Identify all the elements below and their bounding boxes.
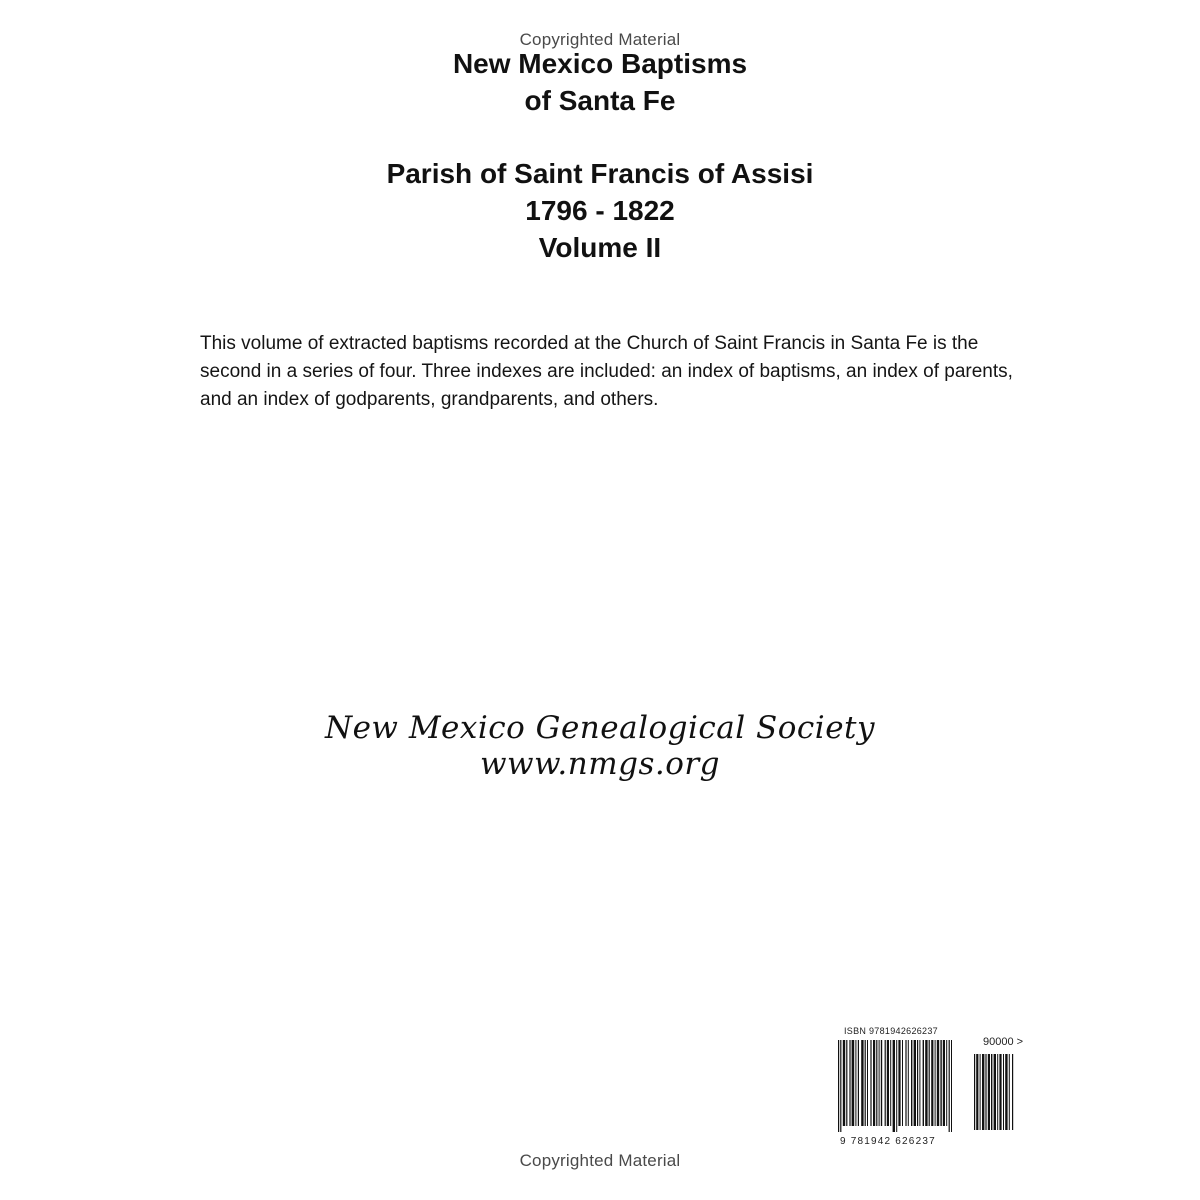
barcode-digits: 9 781942 626237 bbox=[840, 1136, 936, 1147]
title-line-3: Parish of Saint Francis of Assisi bbox=[386, 158, 814, 189]
book-title bbox=[0, 45, 1200, 119]
barcode bbox=[838, 1024, 1048, 1156]
title-line-2: of Santa Fe bbox=[524, 85, 676, 116]
isbn-label: ISBN 9781942626237 bbox=[844, 1026, 938, 1036]
title-line-5: Volume II bbox=[538, 232, 662, 263]
watermark-top: Copyrighted Material bbox=[519, 30, 681, 49]
price-code: 90000 > bbox=[983, 1036, 1024, 1048]
title-line-4: 1796 - 1822 bbox=[525, 195, 675, 226]
publisher-website: www.nmgs.org bbox=[479, 746, 721, 782]
book-subtitle bbox=[0, 155, 1200, 266]
barcode-main-icon bbox=[838, 1040, 968, 1136]
publisher-name: New Mexico Genealogical Society bbox=[324, 710, 876, 746]
watermark-bottom: Copyrighted Material bbox=[519, 1151, 681, 1170]
description-paragraph: This volume of extracted baptisms recorded at the Church of Saint Francis in Santa Fe is the second in a series of four. Three indexes are included: an index of baptisms, an index of parents, and an index of godparents, grandparents, and others. bbox=[200, 333, 1013, 410]
publisher-block bbox=[0, 710, 1200, 782]
barcode-addon-icon bbox=[974, 1054, 1034, 1134]
title-line-1: New Mexico Baptisms bbox=[452, 48, 748, 79]
